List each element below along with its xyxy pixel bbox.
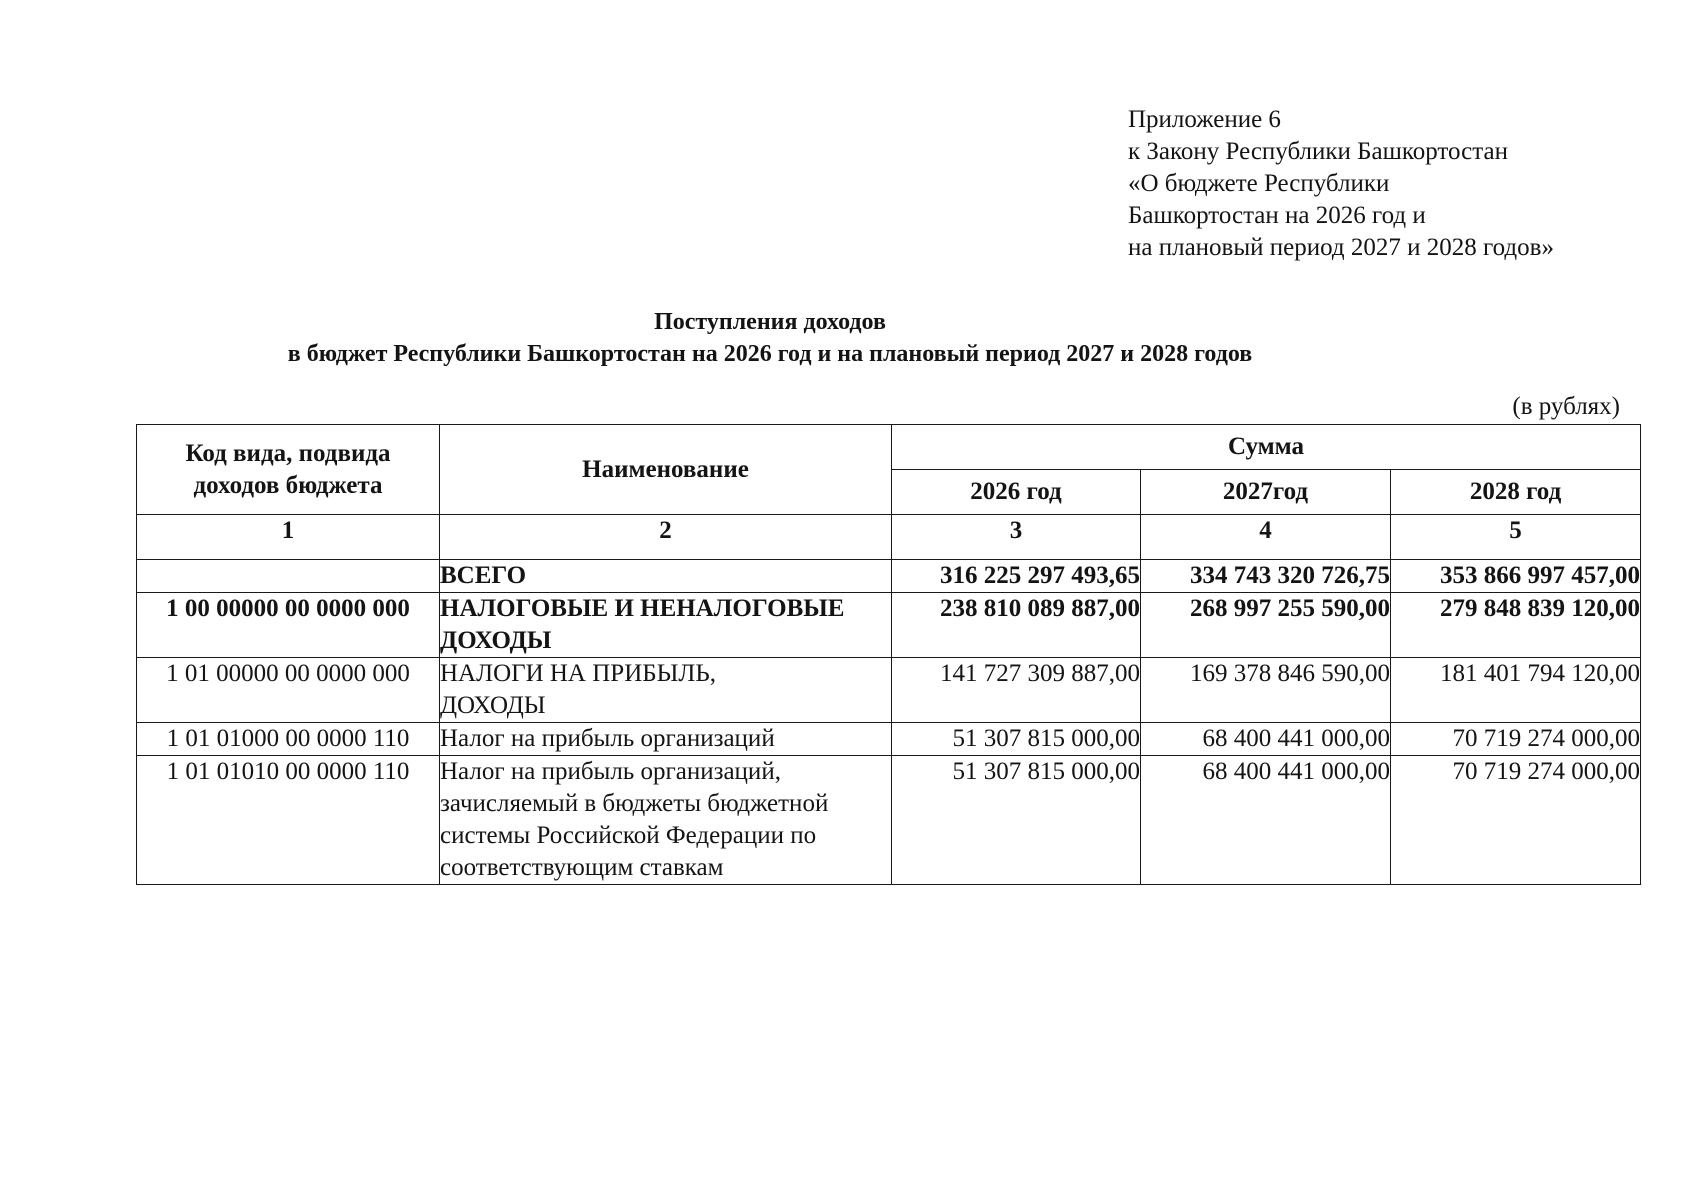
table-row bbox=[137, 593, 1641, 658]
column-number: 1 bbox=[137, 515, 440, 560]
row-code: 1 00 00000 00 0000 000 bbox=[137, 593, 440, 658]
row-code: 1 01 00000 00 0000 000 bbox=[137, 658, 440, 723]
document-title-line1: Поступления доходов bbox=[654, 309, 886, 335]
header-sum: Сумма bbox=[892, 425, 1641, 470]
table-row bbox=[137, 723, 1641, 756]
row-amount-2028: 181 401 794 120,00 bbox=[1391, 658, 1641, 723]
appendix-line: на плановый период 2027 и 2028 годов» bbox=[1128, 234, 1554, 261]
appendix-line: «О бюджете Республики bbox=[1128, 170, 1390, 197]
row-amount-2026: 238 810 089 887,00 bbox=[892, 593, 1141, 658]
appendix-line: Башкортостан на 2026 год и bbox=[1128, 202, 1426, 229]
row-code bbox=[137, 560, 440, 593]
row-amount-2026: 141 727 309 887,00 bbox=[892, 658, 1141, 723]
row-amount-2027: 68 400 441 000,00 bbox=[1141, 756, 1391, 885]
row-name: НАЛОГИ НА ПРИБЫЛЬ, ДОХОДЫ bbox=[440, 658, 892, 723]
header-name: Наименование bbox=[440, 425, 892, 515]
header-code: Код вида, подвида доходов бюджета bbox=[137, 425, 440, 515]
header-year-2027: 2027год bbox=[1141, 470, 1391, 515]
table-row bbox=[137, 756, 1641, 885]
units-note: (в рублях) bbox=[1512, 393, 1620, 420]
column-number-row bbox=[137, 515, 1641, 560]
header-year-2026: 2026 год bbox=[892, 470, 1141, 515]
column-number: 5 bbox=[1391, 515, 1641, 560]
row-name: Налог на прибыль организаций, зачисляемый в бюджеты бюджетной системы Российской Федерации по соответствующим ставкам bbox=[440, 756, 892, 885]
row-amount-2027: 169 378 846 590,00 bbox=[1141, 658, 1391, 723]
row-amount-2028: 279 848 839 120,00 bbox=[1391, 593, 1641, 658]
row-amount-2027: 334 743 320 726,75 bbox=[1141, 560, 1391, 593]
row-name: НАЛОГОВЫЕ И НЕНАЛОГОВЫЕ ДОХОДЫ bbox=[440, 593, 892, 658]
row-code: 1 01 01000 00 0000 110 bbox=[137, 723, 440, 756]
row-code: 1 01 01010 00 0000 110 bbox=[137, 756, 440, 885]
row-amount-2027: 268 997 255 590,00 bbox=[1141, 593, 1391, 658]
appendix-line: к Закону Республики Башкортостан bbox=[1128, 138, 1508, 165]
table-row bbox=[137, 658, 1641, 723]
row-amount-2028: 70 719 274 000,00 bbox=[1391, 723, 1641, 756]
column-number: 4 bbox=[1141, 515, 1391, 560]
row-amount-2027: 68 400 441 000,00 bbox=[1141, 723, 1391, 756]
row-amount-2026: 51 307 815 000,00 bbox=[892, 723, 1141, 756]
table-row bbox=[137, 560, 1641, 593]
column-number: 3 bbox=[892, 515, 1141, 560]
appendix-note bbox=[1128, 104, 1554, 264]
appendix-line: Приложение 6 bbox=[1128, 106, 1281, 133]
row-amount-2026: 51 307 815 000,00 bbox=[892, 756, 1141, 885]
column-number: 2 bbox=[440, 515, 892, 560]
revenue-table bbox=[136, 424, 1641, 885]
document-title-line2: в бюджет Республики Башкортостан на 2026 год и на плановый период 2027 и 2028 годов bbox=[287, 341, 1253, 367]
header-year-2028: 2028 год bbox=[1391, 470, 1641, 515]
row-amount-2028: 70 719 274 000,00 bbox=[1391, 756, 1641, 885]
row-amount-2026: 316 225 297 493,65 bbox=[892, 560, 1141, 593]
row-amount-2028: 353 866 997 457,00 bbox=[1391, 560, 1641, 593]
row-name: ВСЕГО bbox=[440, 560, 892, 593]
row-name: Налог на прибыль организаций bbox=[440, 723, 892, 756]
